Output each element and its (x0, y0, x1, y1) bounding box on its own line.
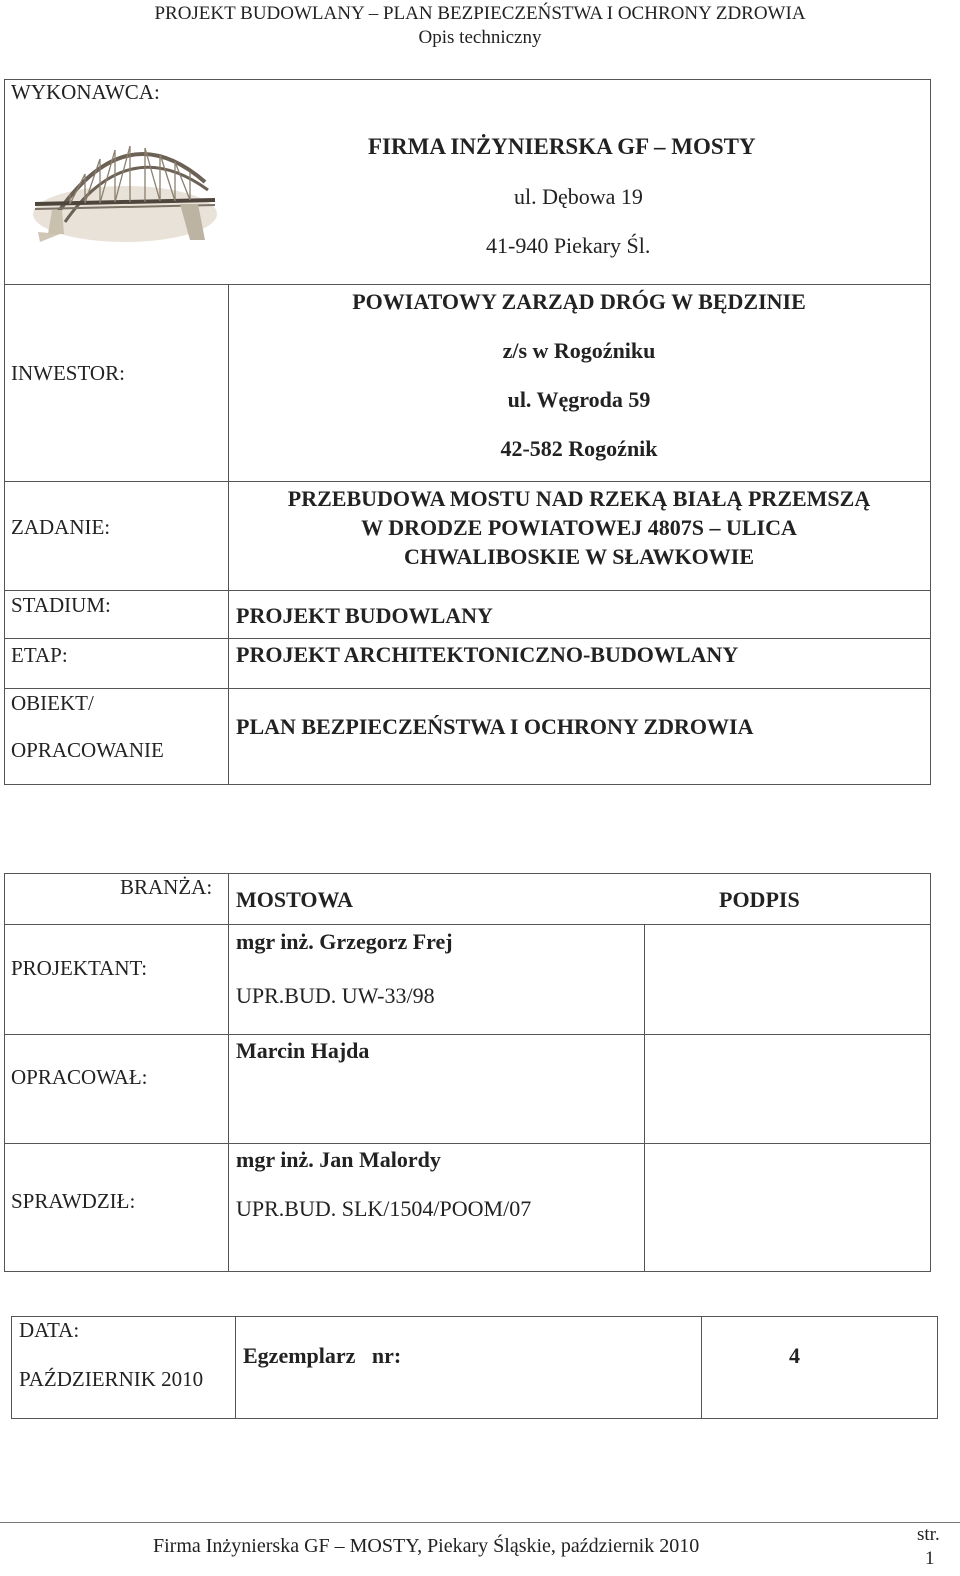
header-title: PROJEKT BUDOWLANY – PLAN BEZPIECZEŃSTWA I OCHRONY ZDROWIA (154, 3, 806, 24)
investor-line2: z/s w Rogoźniku (502, 338, 656, 363)
checked-license: UPR.BUD. SLK/1504/POOM/07 (236, 1196, 532, 1221)
investor-label: INWESTOR: (11, 361, 125, 385)
checked-name: mgr inż. Jan Malordy (236, 1147, 441, 1172)
prepared-name: Marcin Hajda (236, 1038, 370, 1063)
object-label-line1: OBIEKT/ (11, 691, 94, 715)
task-line1: PRZEBUDOWA MOSTU NAD RZEKĄ BIAŁĄ PRZEMSZĄ (287, 486, 871, 511)
investor-line1: POWIATOWY ZARZĄD DRÓG W BĘDZINIE (352, 289, 806, 314)
phase-value: PROJEKT ARCHITEKTONICZNO-BUDOWLANY (236, 642, 739, 667)
investor-line3: ul. Węgroda 59 (507, 387, 651, 412)
investor-line4: 42-582 Rogoźnik (500, 436, 658, 461)
task-line3: CHWALIBOSKIE W SŁAWKOWIE (403, 544, 755, 569)
task-label: ZADANIE: (11, 515, 111, 539)
header-subtitle: Opis techniczny (418, 27, 542, 48)
footer-divider (0, 1522, 960, 1523)
checked-label: SPRAWDZIŁ: (11, 1189, 136, 1213)
contractor-name: FIRMA INŻYNIERSKA GF – MOSTY (368, 134, 756, 159)
object-label-line2: OPRACOWANIE (11, 738, 164, 762)
signature-header: PODPIS (719, 887, 800, 912)
phase-label: ETAP: (11, 643, 68, 667)
contractor-label: WYKONAWCA: (11, 80, 160, 104)
page-label: str. (917, 1524, 940, 1545)
designer-name: mgr inż. Grzegorz Frej (236, 929, 453, 954)
contractor-street: ul. Dębowa 19 (514, 184, 643, 209)
branch-label: BRANŻA: (120, 875, 213, 899)
prepared-label: OPRACOWAŁ: (11, 1065, 148, 1089)
page-number: 1 (925, 1548, 935, 1569)
bridge-logo-icon (30, 122, 220, 247)
stage-value: PROJEKT BUDOWLANY (236, 603, 493, 628)
copy-number: 4 (789, 1343, 800, 1368)
designer-label: PROJEKTANT: (11, 956, 148, 980)
date-value: PAŹDZIERNIK 2010 (19, 1367, 204, 1391)
contractor-city: 41-940 Piekary Śl. (486, 233, 651, 258)
branch-value: MOSTOWA (236, 887, 353, 912)
date-label: DATA: (19, 1318, 80, 1342)
copy-label: Egzemplarz nr: (243, 1343, 402, 1368)
task-line2: W DRODZE POWIATOWEJ 4807S – ULICA (361, 515, 797, 540)
stage-label: STADIUM: (11, 593, 111, 617)
object-value: PLAN BEZPIECZEŃSTWA I OCHRONY ZDROWIA (236, 714, 754, 739)
footer-text: Firma Inżynierska GF – MOSTY, Piekary Śląskie, październik 2010 (153, 1535, 700, 1557)
designer-license: UPR.BUD. UW-33/98 (236, 983, 435, 1008)
